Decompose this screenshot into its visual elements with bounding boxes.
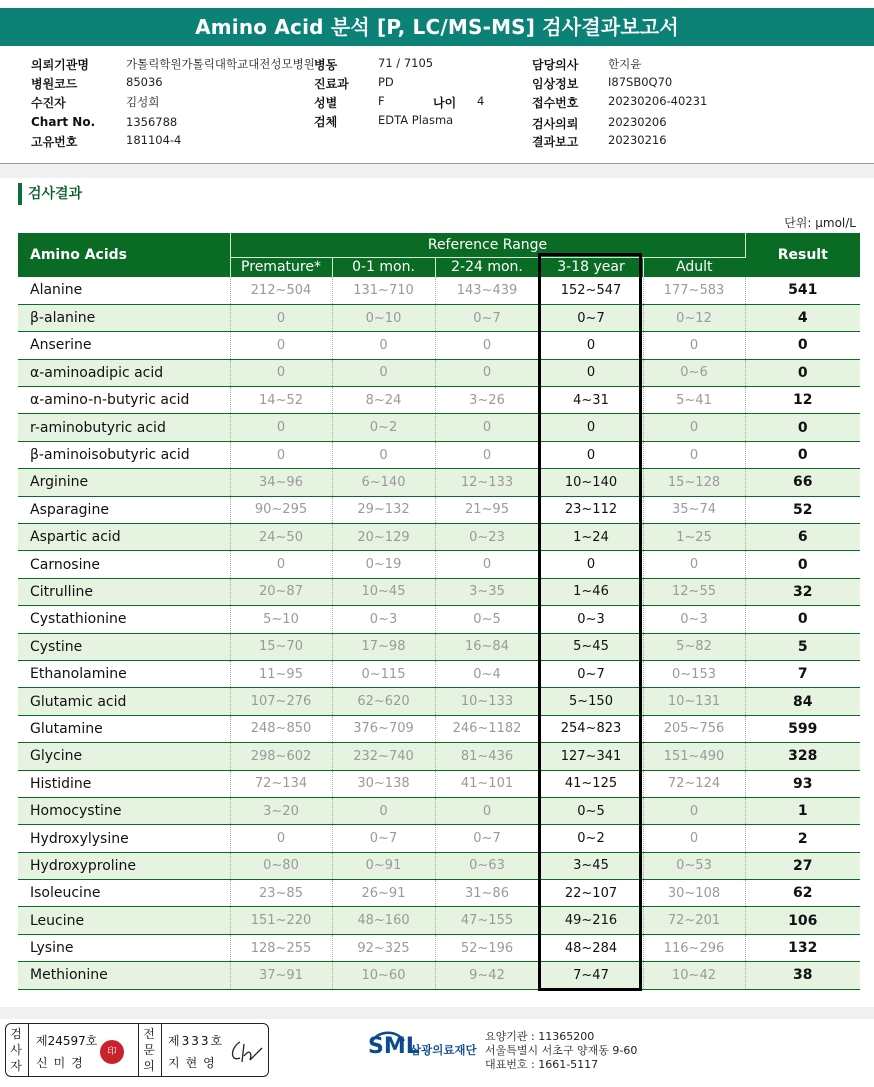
range-adult: 0~12 <box>643 304 745 331</box>
range-adult: 30~108 <box>643 880 745 907</box>
range-m0_1: 30~138 <box>332 770 435 797</box>
result-value: 6 <box>745 524 860 551</box>
range-y3_18: 5~150 <box>539 688 643 715</box>
table-row <box>18 277 860 304</box>
range-m2_24: 0 <box>435 359 539 386</box>
range-adult: 72~124 <box>643 770 745 797</box>
table-row <box>18 304 860 331</box>
result-value: 2 <box>745 825 860 852</box>
range-adult: 0 <box>643 414 745 441</box>
amino-acid-name: Anserine <box>18 332 230 359</box>
chart-no-value: 1356788 <box>126 115 178 129</box>
table-row <box>18 688 860 715</box>
range-adult: 0~153 <box>643 660 745 687</box>
dept-value: PD <box>378 75 394 89</box>
signature-icon <box>228 1038 266 1066</box>
range-premature: 20~87 <box>230 578 332 605</box>
range-m2_24: 143~439 <box>435 277 539 304</box>
ward-label: 병동 <box>314 58 338 72</box>
range-adult: 0~53 <box>643 852 745 879</box>
chart-no-label: Chart No. <box>31 115 96 129</box>
table-row <box>18 551 860 578</box>
table-row <box>18 359 860 386</box>
range-m2_24: 0~5 <box>435 606 539 633</box>
range-y3_18: 0~7 <box>539 660 643 687</box>
table-row <box>18 332 860 359</box>
range-m2_24: 0~4 <box>435 660 539 687</box>
amino-acid-name: Aspartic acid <box>18 524 230 551</box>
range-premature: 24~50 <box>230 524 332 551</box>
range-m2_24: 0~23 <box>435 524 539 551</box>
amino-acid-name: Leucine <box>18 907 230 934</box>
specialist-license-no: 제333호 <box>168 1034 225 1048</box>
col-header-adult: Adult <box>643 257 745 277</box>
range-m0_1: 0~3 <box>332 606 435 633</box>
col-header-premature: Premature* <box>230 257 332 277</box>
table-row <box>18 414 860 441</box>
range-adult: 0 <box>643 825 745 852</box>
amino-acid-name: Cystathionine <box>18 606 230 633</box>
range-m0_1: 0 <box>332 359 435 386</box>
specimen-label: 검체 <box>314 115 338 129</box>
range-adult: 0~6 <box>643 359 745 386</box>
result-value: 0 <box>745 606 860 633</box>
result-value: 4 <box>745 304 860 331</box>
receipt-label: 접수번호 <box>532 96 579 110</box>
table-row <box>18 934 860 961</box>
table-row <box>18 825 860 852</box>
range-premature: 107~276 <box>230 688 332 715</box>
divider <box>138 1024 139 1076</box>
table-row <box>18 606 860 633</box>
table-row <box>18 962 860 989</box>
range-m0_1: 0~19 <box>332 551 435 578</box>
results-body <box>18 277 860 989</box>
result-value: 132 <box>745 934 860 961</box>
range-y3_18: 0 <box>539 359 643 386</box>
section-title: 검사결과 <box>18 183 82 205</box>
range-y3_18: 152~547 <box>539 277 643 304</box>
range-m2_24: 3~26 <box>435 387 539 414</box>
range-m0_1: 0 <box>332 797 435 824</box>
range-premature: 14~52 <box>230 387 332 414</box>
amino-acid-name: Isoleucine <box>18 880 230 907</box>
table-row <box>18 880 860 907</box>
result-value: 541 <box>745 277 860 304</box>
unit-label: 단위: µmol/L <box>784 216 856 230</box>
amino-acid-name: Methionine <box>18 962 230 989</box>
range-m2_24: 0 <box>435 441 539 468</box>
range-premature: 0 <box>230 441 332 468</box>
range-m0_1: 20~129 <box>332 524 435 551</box>
org-info <box>485 1030 637 1072</box>
range-premature: 248~850 <box>230 715 332 742</box>
range-m2_24: 0~7 <box>435 304 539 331</box>
amino-acid-name: Alanine <box>18 277 230 304</box>
amino-acid-name: Ethanolamine <box>18 660 230 687</box>
range-premature: 37~91 <box>230 962 332 989</box>
range-adult: 116~296 <box>643 934 745 961</box>
result-value: 106 <box>745 907 860 934</box>
amino-acid-name: α-aminoadipic acid <box>18 359 230 386</box>
range-adult: 5~82 <box>643 633 745 660</box>
range-m2_24: 52~196 <box>435 934 539 961</box>
clinical-value: I87SB0Q70 <box>608 75 673 89</box>
range-m0_1: 376~709 <box>332 715 435 742</box>
amino-acid-name: Asparagine <box>18 496 230 523</box>
amino-acid-name: Hydroxyproline <box>18 852 230 879</box>
range-y3_18: 0 <box>539 414 643 441</box>
range-premature: 128~255 <box>230 934 332 961</box>
range-m0_1: 10~45 <box>332 578 435 605</box>
amino-acid-name: β-alanine <box>18 304 230 331</box>
range-m2_24: 31~86 <box>435 880 539 907</box>
range-m0_1: 0~7 <box>332 825 435 852</box>
range-m2_24: 81~436 <box>435 743 539 770</box>
amino-acid-name: Hydroxylysine <box>18 825 230 852</box>
table-row <box>18 633 860 660</box>
table-row <box>18 797 860 824</box>
range-m0_1: 0~115 <box>332 660 435 687</box>
institution-code: 요양기관 : 11365200 <box>485 1030 595 1043</box>
range-adult: 0~3 <box>643 606 745 633</box>
examiner-seal: 印 <box>100 1040 124 1064</box>
table-row <box>18 496 860 523</box>
range-m2_24: 246~1182 <box>435 715 539 742</box>
range-premature: 298~602 <box>230 743 332 770</box>
amino-acid-name: Glycine <box>18 743 230 770</box>
range-m2_24: 47~155 <box>435 907 539 934</box>
range-adult: 72~201 <box>643 907 745 934</box>
sex-value: F <box>378 94 385 108</box>
range-y3_18: 0~7 <box>539 304 643 331</box>
table-row <box>18 441 860 468</box>
range-adult: 205~756 <box>643 715 745 742</box>
col-header-0-1-mon: 0-1 mon. <box>332 257 435 277</box>
range-premature: 72~134 <box>230 770 332 797</box>
range-m0_1: 0~2 <box>332 414 435 441</box>
col-header-result: Result <box>745 233 860 277</box>
range-m0_1: 29~132 <box>332 496 435 523</box>
range-y3_18: 1~46 <box>539 578 643 605</box>
col-header-reference-range: Reference Range <box>230 233 745 257</box>
range-m2_24: 0 <box>435 551 539 578</box>
sex-label: 성별 <box>314 96 338 110</box>
range-m0_1: 131~710 <box>332 277 435 304</box>
range-m0_1: 6~140 <box>332 469 435 496</box>
range-premature: 5~10 <box>230 606 332 633</box>
report-date-value: 20230216 <box>608 133 667 147</box>
range-adult: 15~128 <box>643 469 745 496</box>
range-m0_1: 92~325 <box>332 934 435 961</box>
range-premature: 0 <box>230 304 332 331</box>
range-m2_24: 9~42 <box>435 962 539 989</box>
range-y3_18: 5~45 <box>539 633 643 660</box>
range-y3_18: 0 <box>539 332 643 359</box>
range-m0_1: 26~91 <box>332 880 435 907</box>
range-y3_18: 0~2 <box>539 825 643 852</box>
range-m2_24: 41~101 <box>435 770 539 797</box>
separator <box>0 164 874 178</box>
ward-value: 71 / 7105 <box>378 56 434 70</box>
range-y3_18: 10~140 <box>539 469 643 496</box>
result-value: 93 <box>745 770 860 797</box>
range-y3_18: 0~5 <box>539 797 643 824</box>
range-m2_24: 10~133 <box>435 688 539 715</box>
examinee-label: 수진자 <box>31 96 66 110</box>
range-y3_18: 1~24 <box>539 524 643 551</box>
result-value: 62 <box>745 880 860 907</box>
hospital-code-label: 병원코드 <box>31 77 78 91</box>
unique-no-value: 181104-4 <box>126 133 182 147</box>
specialist-name: 지현영 <box>168 1056 221 1070</box>
amino-acid-name: Histidine <box>18 770 230 797</box>
examiner-name: 신미경 <box>36 1056 89 1070</box>
result-value: 0 <box>745 332 860 359</box>
range-premature: 0 <box>230 359 332 386</box>
address: 서울특별시 서초구 양재동 9-60 <box>485 1044 638 1057</box>
range-premature: 90~295 <box>230 496 332 523</box>
table-row <box>18 907 860 934</box>
range-m2_24: 0 <box>435 414 539 441</box>
table-row <box>18 387 860 414</box>
table-row <box>18 469 860 496</box>
result-value: 599 <box>745 715 860 742</box>
range-m0_1: 17~98 <box>332 633 435 660</box>
range-y3_18: 0 <box>539 551 643 578</box>
range-m2_24: 0 <box>435 797 539 824</box>
range-adult: 0 <box>643 441 745 468</box>
range-y3_18: 22~107 <box>539 880 643 907</box>
range-m0_1: 0~10 <box>332 304 435 331</box>
table-row <box>18 660 860 687</box>
range-m0_1: 232~740 <box>332 743 435 770</box>
range-y3_18: 127~341 <box>539 743 643 770</box>
range-y3_18: 0 <box>539 441 643 468</box>
range-y3_18: 4~31 <box>539 387 643 414</box>
org-name: 삼광의료재단 <box>410 1043 477 1057</box>
amino-acid-name: β-aminoisobutyric acid <box>18 441 230 468</box>
table-row <box>18 715 860 742</box>
hospital-label: 의뢰기관명 <box>31 58 89 72</box>
amino-acid-name: α-amino-n-butyric acid <box>18 387 230 414</box>
result-value: 52 <box>745 496 860 523</box>
result-value: 7 <box>745 660 860 687</box>
range-m0_1: 62~620 <box>332 688 435 715</box>
range-adult: 0 <box>643 332 745 359</box>
age-label: 나이 <box>433 96 457 110</box>
range-y3_18: 49~216 <box>539 907 643 934</box>
table-row <box>18 770 860 797</box>
range-y3_18: 23~112 <box>539 496 643 523</box>
range-premature: 0 <box>230 551 332 578</box>
range-premature: 151~220 <box>230 907 332 934</box>
range-adult: 35~74 <box>643 496 745 523</box>
table-row <box>18 743 860 770</box>
divider <box>28 1024 29 1076</box>
range-m0_1: 0~91 <box>332 852 435 879</box>
clinical-label: 임상정보 <box>532 77 579 91</box>
examinee-value: 김성희 <box>126 95 160 109</box>
range-premature: 0 <box>230 332 332 359</box>
age-value: 4 <box>477 94 485 108</box>
range-y3_18: 0~3 <box>539 606 643 633</box>
hospital-value: 가톨릭학원가톨릭대학교대전성모병원 <box>126 57 315 71</box>
range-adult: 0 <box>643 551 745 578</box>
request-label: 검사의뢰 <box>532 117 579 131</box>
range-adult: 0 <box>643 797 745 824</box>
amino-acid-name: Glutamic acid <box>18 688 230 715</box>
range-adult: 1~25 <box>643 524 745 551</box>
range-m0_1: 0 <box>332 441 435 468</box>
range-premature: 11~95 <box>230 660 332 687</box>
range-m0_1: 8~24 <box>332 387 435 414</box>
result-value: 66 <box>745 469 860 496</box>
result-value: 0 <box>745 551 860 578</box>
report-date-label: 결과보고 <box>532 135 579 149</box>
result-value: 12 <box>745 387 860 414</box>
range-adult: 10~131 <box>643 688 745 715</box>
range-adult: 12~55 <box>643 578 745 605</box>
amino-acid-name: Lysine <box>18 934 230 961</box>
amino-acid-name: Carnosine <box>18 551 230 578</box>
request-value: 20230206 <box>608 115 667 129</box>
divider <box>161 1024 162 1076</box>
range-adult: 177~583 <box>643 277 745 304</box>
range-premature: 0 <box>230 414 332 441</box>
range-adult: 151~490 <box>643 743 745 770</box>
range-y3_18: 48~284 <box>539 934 643 961</box>
hospital-code-value: 85036 <box>126 75 163 89</box>
range-m2_24: 3~35 <box>435 578 539 605</box>
range-premature: 15~70 <box>230 633 332 660</box>
range-m0_1: 10~60 <box>332 962 435 989</box>
result-value: 0 <box>745 414 860 441</box>
range-y3_18: 41~125 <box>539 770 643 797</box>
range-adult: 5~41 <box>643 387 745 414</box>
range-premature: 23~85 <box>230 880 332 907</box>
range-m2_24: 0~63 <box>435 852 539 879</box>
range-m0_1: 48~160 <box>332 907 435 934</box>
result-value: 32 <box>745 578 860 605</box>
phone: 대표번호 : 1661-5117 <box>485 1058 599 1071</box>
range-premature: 0 <box>230 825 332 852</box>
range-m2_24: 0~7 <box>435 825 539 852</box>
range-m2_24: 16~84 <box>435 633 539 660</box>
result-value: 38 <box>745 962 860 989</box>
amino-acid-name: Citrulline <box>18 578 230 605</box>
examiner-label: 검 사 자 <box>10 1027 22 1073</box>
col-header-2-24-mon: 2-24 mon. <box>435 257 539 277</box>
amino-acid-name: Arginine <box>18 469 230 496</box>
report-title: Amino Acid 분석 [P, LC/MS-MS] 검사결과보고서 <box>0 8 874 46</box>
col-header-3-18-year: 3-18 year <box>539 257 643 277</box>
range-m2_24: 21~95 <box>435 496 539 523</box>
table-row <box>18 578 860 605</box>
range-m2_24: 12~133 <box>435 469 539 496</box>
doctor-value: 한지윤 <box>608 57 642 71</box>
unique-no-label: 고유번호 <box>31 135 78 149</box>
separator <box>0 1007 874 1019</box>
range-y3_18: 254~823 <box>539 715 643 742</box>
logo-text: SML <box>368 1034 420 1059</box>
range-premature: 34~96 <box>230 469 332 496</box>
col-header-amino-acids: Amino Acids <box>18 233 230 277</box>
doctor-label: 담당의사 <box>532 58 579 72</box>
result-value: 84 <box>745 688 860 715</box>
table-row <box>18 524 860 551</box>
range-premature: 3~20 <box>230 797 332 824</box>
result-value: 27 <box>745 852 860 879</box>
examiner-license-no: 제24597호 <box>36 1034 98 1048</box>
table-row <box>18 852 860 879</box>
results-table <box>18 233 860 990</box>
result-value: 1 <box>745 797 860 824</box>
dept-label: 진료과 <box>314 77 349 91</box>
specimen-value: EDTA Plasma <box>378 113 454 127</box>
range-y3_18: 7~47 <box>539 962 643 989</box>
range-m0_1: 0 <box>332 332 435 359</box>
amino-acid-name: Cystine <box>18 633 230 660</box>
range-premature: 212~504 <box>230 277 332 304</box>
result-value: 5 <box>745 633 860 660</box>
specialist-label: 전 문 의 <box>143 1027 155 1073</box>
range-m2_24: 0 <box>435 332 539 359</box>
result-value: 0 <box>745 441 860 468</box>
amino-acid-name: Homocystine <box>18 797 230 824</box>
result-value: 328 <box>745 743 860 770</box>
receipt-value: 20230206-40231 <box>608 94 708 108</box>
signature-box <box>5 1023 269 1077</box>
range-y3_18: 3~45 <box>539 852 643 879</box>
range-adult: 10~42 <box>643 962 745 989</box>
amino-acid-name: r-aminobutyric acid <box>18 414 230 441</box>
amino-acid-name: Glutamine <box>18 715 230 742</box>
patient-info <box>0 46 874 164</box>
range-premature: 0~80 <box>230 852 332 879</box>
result-value: 0 <box>745 359 860 386</box>
